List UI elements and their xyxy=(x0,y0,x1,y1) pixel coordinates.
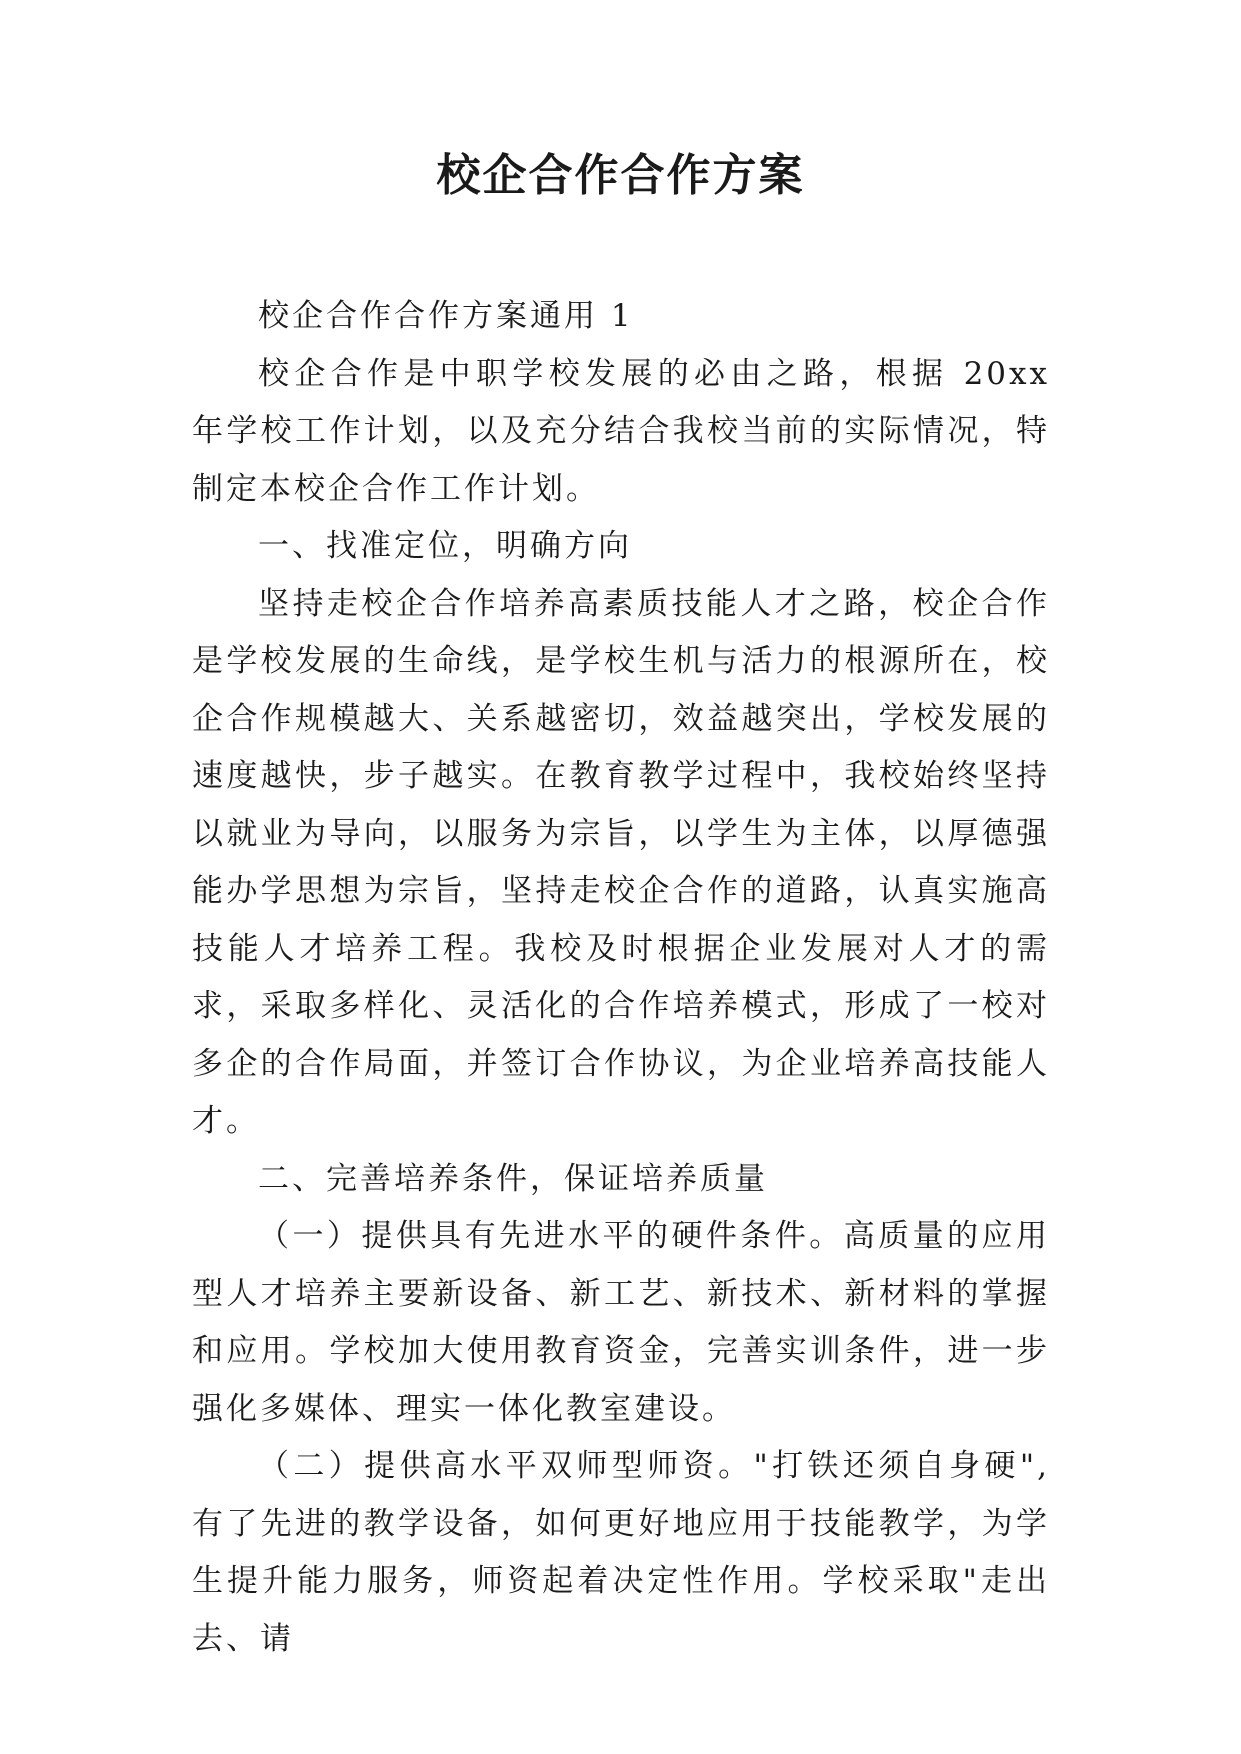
section-heading: 二、完善培养条件，保证培养质量 xyxy=(258,1160,768,1197)
section-heading: 一、找准定位，明确方向 xyxy=(258,528,632,564)
paragraph: 校企合作是中职学校发展的必由之路，根据 20xx 年学校工作计划，以及充分结合我校当前的实际情况，特制定本校企合作工作计划。 xyxy=(192,355,1050,507)
paragraph: （一）提供具有先进水平的硬件条件。高质量的应用型人才培养主要新设备、新工艺、新技术、新材料的掌握和应用。学校加大使用教育资金，完善实训条件，进一步强化多媒体、理实一体化教室建设。 xyxy=(192,1218,1050,1427)
paragraph: 坚持走校企合作培养高素质技能人才之路，校企合作是学校发展的生命线，是学校生机与活力的根源所在，校企合作规模越大、关系越密切，效益越突出，学校发展的速度越快，步子越实。在教育教学过程中，我校始终坚持以就业为导向，以服务为宗旨，以学生为主体，以厚德强能办学思想为宗旨，坚持走校企合作的道路，认真实施高技能人才培养工程。我校及时根据企业发展对人才的需求，采取多样化、灵活化的合作培养模式，形成了一校对多企的合作局面，并签订合作协议，为企业培养高技能人才。 xyxy=(192,585,1050,1139)
section-heading: 校企合作合作方案通用 1 xyxy=(258,298,634,334)
document-title: 校企合作合作方案 xyxy=(436,150,805,201)
paragraph: （二）提供高水平双师型师资。"打铁还须自身硬",有了先进的教学设备，如何更好地应用于技能教学，为学生提升能力服务，师资起着决定性作用。学校采取"走出去、请 xyxy=(192,1448,1050,1657)
document-body xyxy=(192,288,1050,1668)
